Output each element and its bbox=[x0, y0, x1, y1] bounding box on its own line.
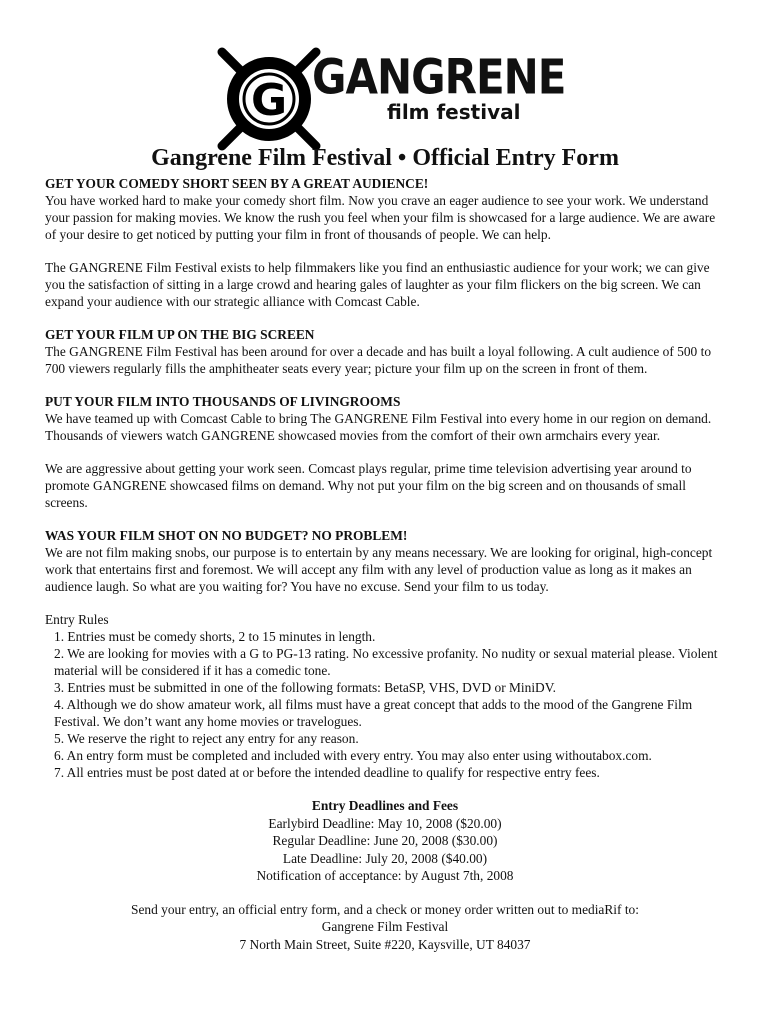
rule-item: 6. An entry form must be completed and included with every entry. You may also enter using withoutabox.com. bbox=[54, 748, 652, 763]
festival-logo bbox=[214, 44, 566, 154]
deadline-line: Regular Deadline: June 20, 2008 ($30.00) bbox=[272, 833, 498, 848]
section-livingrooms bbox=[45, 393, 725, 511]
paragraph: We are not film making snobs, our purpose is to entertain by any means necessary. We are looking for original, high-concept work that entertains first and foremost. We will accept any film with any level of production value as long as it makes an audience laugh. So what are you waiting for? You have no excuse. Send your film to us today. bbox=[45, 545, 713, 594]
entry-deadlines bbox=[45, 797, 725, 885]
logo-mark-letter: G bbox=[250, 75, 288, 126]
deadline-line: Notification of acceptance: by August 7th, 2008 bbox=[256, 868, 514, 883]
section-heading: GET YOUR FILM UP ON THE BIG SCREEN bbox=[45, 327, 315, 342]
deadline-line: Late Deadline: July 20, 2008 ($40.00) bbox=[282, 850, 488, 866]
entry-rules-title: Entry Rules bbox=[45, 612, 109, 627]
send-instructions: Send your entry, an official entry form, and a check or money order written out to mediaRif to: bbox=[131, 901, 639, 917]
section-heading: PUT YOUR FILM INTO THOUSANDS OF LIVINGROOMS bbox=[45, 394, 401, 409]
section-heading: GET YOUR COMEDY SHORT SEEN BY A GREAT AUDIENCE! bbox=[45, 176, 429, 191]
section-heading: WAS YOUR FILM SHOT ON NO BUDGET? NO PROBLEM! bbox=[45, 528, 408, 543]
rule-item: 7. All entries must be post dated at or before the intended deadline to qualify for respective entry fees. bbox=[54, 765, 600, 780]
entry-rules bbox=[45, 611, 725, 781]
section-big-screen bbox=[45, 326, 725, 377]
logo-name: GANGRENE bbox=[312, 48, 566, 106]
address-street: 7 North Main Street, Suite #220, Kaysville, UT 84037 bbox=[239, 936, 531, 952]
entry-rules-list bbox=[45, 628, 725, 781]
paragraph: The GANGRENE Film Festival has been around for over a decade and has built a loyal following. A cult audience of 500 to 700 viewers regularly fills the amphitheater seats every year; picture your film up on the screen in front of them. bbox=[45, 344, 712, 376]
rule-item: 5. We reserve the right to reject any entry for any reason. bbox=[54, 731, 359, 746]
deadlines-title: Entry Deadlines and Fees bbox=[311, 798, 459, 813]
rule-item: 2. We are looking for movies with a G to PG-13 rating. No excessive profanity. No nudity or sexual material please. Violent material will be considered if it has a comedic tone. bbox=[54, 646, 718, 678]
section-comedy-audience bbox=[45, 175, 725, 310]
paragraph: We have teamed up with Comcast Cable to bring The GANGRENE Film Festival into every home in our region on demand. Thousands of viewers watch GANGRENE showcased movies from the comfort of their own armchairs every year. bbox=[45, 411, 712, 443]
rule-item: 1. Entries must be comedy shorts, 2 to 15 minutes in length. bbox=[54, 629, 376, 644]
gangrene-logo-mark bbox=[214, 44, 324, 154]
rule-item: 4. Although we do show amateur work, all films must have a great concept that adds to the mood of the Gangrene Film Festival. We don’t want any home movies or travelogues. bbox=[54, 697, 693, 729]
paragraph: The GANGRENE Film Festival exists to help filmmakers like you find an enthusiastic audience for your work; we can give you the satisfaction of sitting in a large crowd and hearing gales of laughter as your film flickers on the big screen. We can expand your audience with our strategic alliance with Comcast Cable. bbox=[45, 260, 710, 309]
document-body bbox=[45, 175, 725, 953]
rule-item: 3. Entries must be submitted in one of the following formats: BetaSP, VHS, DVD or MiniDV. bbox=[54, 680, 557, 695]
section-no-budget bbox=[45, 527, 725, 595]
address-name: Gangrene Film Festival bbox=[321, 919, 449, 934]
page-title: Gangrene Film Festival • Official Entry Form bbox=[151, 145, 619, 171]
paragraph: You have worked hard to make your comedy short film. Now you crave an eager audience to see your work. We understand your passion for making movies. We know the rush you feel when your film is showcased for a large audience. We are aware of your desire to get noticed by putting your film in front of thousands of people. We can help. bbox=[45, 193, 716, 242]
paragraph: We are aggressive about getting your work seen. Comcast plays regular, prime time television advertising year around to promote GANGRENE showcased films on demand. Why not put your film on the big screen and on thousands of small screens. bbox=[45, 461, 692, 510]
mailing-address bbox=[45, 901, 725, 954]
deadline-line: Earlybird Deadline: May 10, 2008 ($20.00) bbox=[268, 815, 502, 831]
logo-subtitle: film festival bbox=[387, 100, 521, 124]
